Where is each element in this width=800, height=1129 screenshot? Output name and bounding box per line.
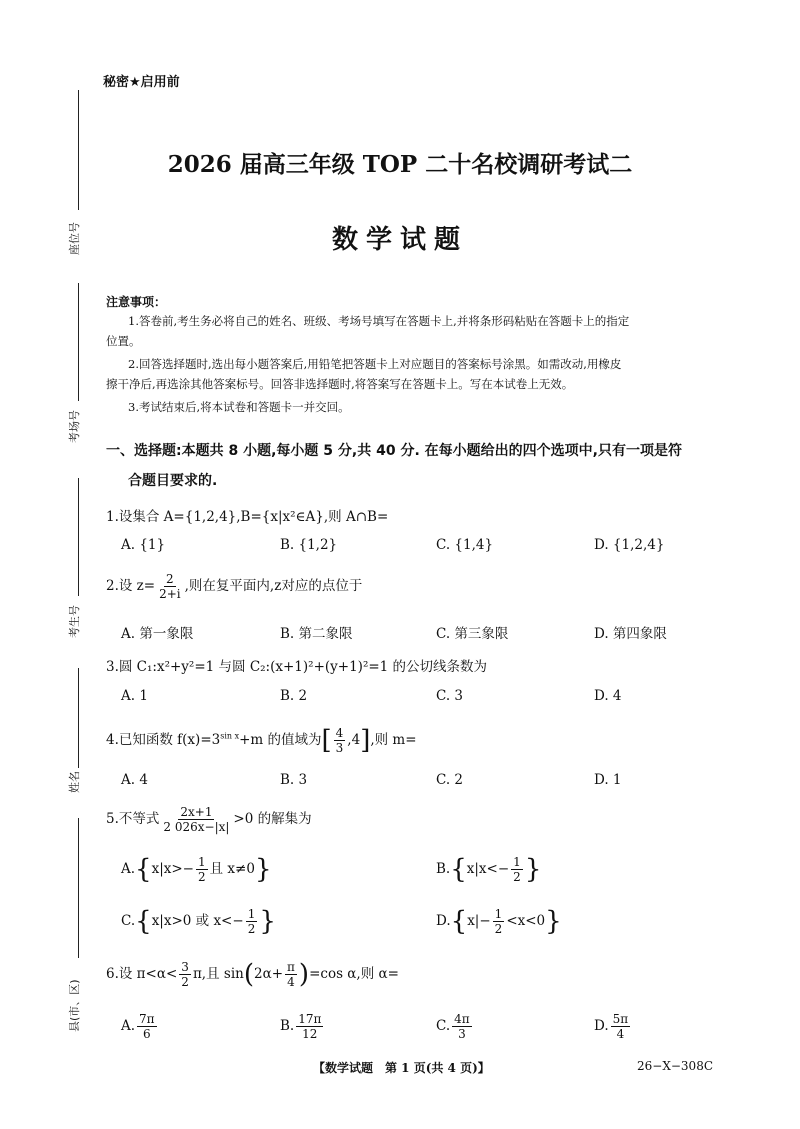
q2-fraction (157, 572, 183, 601)
q6-den1: 2 (181, 975, 189, 989)
q6a-label: A. (121, 1018, 136, 1034)
room-label: 考场号 (68, 410, 81, 443)
q6a-fraction (137, 1012, 157, 1041)
question-4-option-b: B. 3 (280, 772, 308, 788)
question-6-stem (106, 960, 399, 989)
q5a-num: 1 (198, 855, 206, 869)
q5a-lbrace: { (135, 854, 152, 885)
q5c-fraction (246, 907, 258, 936)
question-5-option-b (436, 855, 541, 884)
q5c-rbrace: } (259, 906, 276, 937)
q5c-den: 2 (247, 922, 256, 936)
q5-post: >0 的解集为 (233, 811, 312, 827)
q6-in1: 2α+ (254, 966, 284, 982)
q5b-fraction (511, 855, 523, 884)
q5d-in1: x|− (467, 913, 491, 929)
notice-item-1b: 位置。 (106, 334, 141, 348)
q4-fraction (334, 726, 346, 755)
q5d-lbrace: { (450, 906, 468, 937)
confidential-mark: 秘密★启用前 (103, 75, 180, 90)
q5d-num: 1 (494, 907, 503, 921)
notice-item-1a: 1.答卷前,考生务必将自己的姓名、班级、考场号填写在答题卡上,并将条形码粘贴在答题卡上的指定 (128, 314, 630, 328)
seat-label: 座位号 (68, 222, 81, 255)
q6-lparen: ( (243, 959, 254, 990)
q6a-den: 6 (142, 1027, 151, 1041)
exam-subtitle: 数学试题 (331, 225, 468, 255)
q6-den2: 4 (287, 975, 295, 989)
question-6-option-c (436, 1012, 474, 1041)
q6-fraction-2 (285, 960, 297, 989)
q5c-lbrace: { (135, 906, 152, 937)
q6b-fraction (296, 1012, 323, 1041)
q5a-label: A. (121, 861, 136, 877)
q6-rparen: ) (298, 959, 310, 990)
q6a-num: 7π (139, 1012, 155, 1026)
q5c-in: x|x>0 或 x<− (151, 913, 244, 929)
section-1-line-2: 合题目要求的. (128, 473, 218, 489)
q5-pre: 5.不等式 (106, 811, 160, 827)
question-2-stem (106, 572, 362, 601)
q6c-fraction (452, 1012, 472, 1041)
question-4-option-d: D. 1 (594, 772, 622, 788)
notice-item-2b: 擦干净后,再选涂其他答案标号。回答非选择题时,将答案写在答题卡上。写在本试卷上无效。 (106, 377, 574, 391)
question-6-option-b (280, 1012, 325, 1041)
q5b-num: 1 (513, 855, 521, 869)
exam-code: 26−X−308C (637, 1059, 714, 1073)
q5c-num: 1 (247, 907, 256, 921)
page-footer: 【数学试题 第 1 页(共 4 页)】 (313, 1061, 490, 1075)
county-line (78, 818, 79, 958)
q2-num: 2 (166, 572, 174, 586)
notice-item-3: 3.考试结束后,将本试卷和答题卡一并交回。 (128, 400, 350, 414)
q2-pre: 2.设 z= (106, 578, 156, 594)
question-4-option-c: C. 2 (436, 772, 464, 788)
exam-no-label: 考生号 (68, 605, 81, 638)
q5-den: 2 026x−|x| (163, 820, 230, 834)
q5b-lbrace: { (450, 854, 467, 885)
question-1-option-a: A. {1} (121, 537, 166, 553)
name-line (78, 668, 79, 768)
question-3-option-b: B. 2 (280, 688, 308, 704)
q5b-in: x|x<− (466, 861, 510, 877)
q6-num2: π (287, 960, 295, 974)
q6b-num: 17π (298, 1012, 322, 1026)
q6b-den: 12 (302, 1027, 318, 1041)
question-1-option-c: C. {1,4} (436, 537, 494, 553)
question-1-option-d: D. {1,2,4} (594, 537, 665, 553)
q4-left-bracket: [ (321, 725, 332, 756)
q6c-num: 4π (454, 1012, 470, 1026)
q6-mid: π,且 sin (192, 966, 244, 982)
exam-title: 2026 届高三年级 TOP 二十名校调研考试二 (167, 151, 633, 178)
q4-post: ,则 m= (370, 732, 417, 748)
q5d-label: D. (436, 913, 451, 929)
question-5-option-c (121, 907, 276, 936)
seat-line (78, 90, 79, 210)
section-1-line-1: 一、选择题:本题共 8 小题,每小题 5 分,共 40 分. 在每小题给出的四个选项中,只有一项是符 (106, 443, 682, 459)
q5b-rbrace: } (524, 854, 542, 885)
q5a-den: 2 (198, 870, 206, 884)
q6c-label: C. (436, 1018, 451, 1034)
question-5-option-a (121, 855, 272, 884)
q5b-label: B. (436, 861, 451, 877)
name-label: 姓名 (68, 771, 81, 793)
notice-heading: 注意事项： (106, 295, 167, 309)
q6b-label: B. (280, 1018, 295, 1034)
question-1-option-b: B. {1,2} (280, 537, 338, 553)
q5b-den: 2 (513, 870, 521, 884)
q5a-rbrace: } (254, 854, 272, 885)
q6d-num: 5π (612, 1012, 629, 1026)
q6d-den: 4 (616, 1027, 625, 1041)
q6d-fraction (611, 1012, 631, 1041)
question-2-option-c: C. 第三象限 (436, 626, 509, 642)
county-label: 县(市、区) (68, 979, 81, 1032)
q5a-post: 且 x≠0 (209, 861, 255, 877)
q6c-den: 3 (458, 1027, 466, 1041)
question-1-stem: 1.设集合 A={1,2,4},B={x|x²∈A},则 A∩B= (106, 509, 389, 525)
q4-after: ,4 (347, 732, 361, 748)
q6d-label: D. (594, 1018, 609, 1034)
q4-right-bracket: ] (360, 725, 371, 756)
question-3-stem: 3.圆 C₁:x²+y²=1 与圆 C₂:(x+1)²+(y+1)²=1 的公切线条数为 (106, 659, 488, 675)
question-6-option-a (121, 1012, 159, 1041)
question-2-option-a: A. 第一象限 (121, 626, 194, 642)
q5d-den: 2 (494, 922, 503, 936)
question-3-option-c: C. 3 (436, 688, 464, 704)
q5-num: 2x+1 (180, 805, 213, 819)
question-3-option-d: D. 4 (594, 688, 622, 704)
question-3-option-a: A. 1 (121, 688, 148, 704)
q4-exponent: sin x (220, 731, 240, 741)
question-4-option-a: A. 4 (121, 772, 148, 788)
exam-no-line (78, 478, 79, 596)
q6-fraction-1 (179, 960, 191, 989)
question-2-option-b: B. 第二象限 (280, 626, 353, 642)
question-6-option-d (594, 1012, 632, 1041)
q5d-in2: <x<0 (506, 913, 546, 929)
q5-fraction (161, 805, 231, 834)
q6-num1: 3 (181, 960, 189, 974)
question-5-option-d (436, 907, 562, 936)
q4-mid: +m 的值域为 (239, 732, 322, 748)
q5a-in: x|x>− (151, 861, 194, 877)
q5d-fraction (493, 907, 505, 936)
question-5-stem (106, 805, 312, 834)
q4-pre: 4.已知函数 f(x)=3 (106, 732, 221, 748)
notice-item-2a: 2.回答选择题时,选出每小题答案后,用铅笔把答题卡上对应题目的答案标号涂黑。如需改动,用橡皮 (128, 357, 622, 371)
q5d-rbrace: } (545, 906, 562, 937)
question-4-stem (106, 726, 417, 755)
q2-den: 2+i (159, 587, 181, 601)
room-line (78, 283, 79, 401)
q6-post: =cos α,则 α= (309, 966, 399, 982)
q5a-fraction (196, 855, 208, 884)
question-2-option-d: D. 第四象限 (594, 626, 667, 642)
q6-pre: 6.设 π<α< (106, 966, 178, 982)
q4-den: 3 (335, 741, 344, 755)
q2-post: ,则在复平面内,z对应的点位于 (184, 578, 363, 594)
q5c-label: C. (121, 913, 136, 929)
q4-num: 4 (335, 726, 344, 740)
